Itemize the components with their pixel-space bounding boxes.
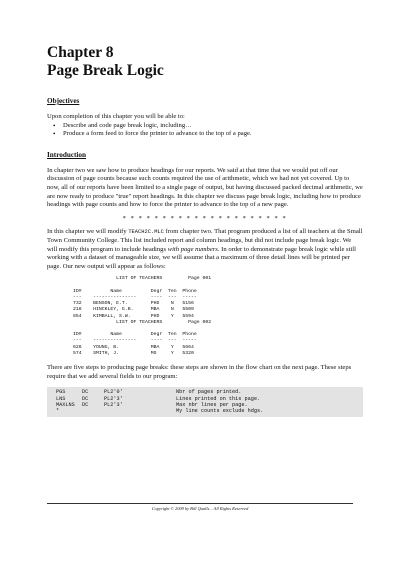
- code-op: DC: [82, 395, 89, 402]
- list-item: • Describe and code page break logic, including…: [63, 122, 363, 131]
- footer-divider: [47, 503, 353, 504]
- objectives-intro: Upon completion of this chapter you will be able to:: [47, 113, 185, 120]
- code-op: [82, 408, 104, 414]
- page-content: [47, 44, 363, 417]
- intro-paragraph-2: [47, 228, 363, 271]
- sample-report-output: [47, 276, 363, 357]
- report-line: 574 SMITH, J. MS Y 5320: [73, 350, 194, 356]
- intro-paragraph-1: In chapter two we saw how to produce headings for our reports. We said at that time that we would put off our discussion of page counts because such counts required the use of arithmetic, which we had not yet covered. Up to now, all of our reports have been limited to a single page of output, but having discussed packed decimal arithmetic, we are now ready to produce "true" report headings. In this chapter we discuss page break logic, including how to produce headings with page counts and how to force the printer to advance to the top of a new page.: [47, 166, 363, 209]
- code-comment: Lines printed on this page.: [176, 395, 261, 402]
- code-comment: My line counts exclude hdgs.: [176, 408, 264, 415]
- code-operand: PL2'0': [104, 389, 123, 396]
- code-comment: Max nbr lines per page.: [176, 401, 248, 408]
- code-label: *: [56, 408, 60, 415]
- code-label: LNS: [56, 395, 66, 402]
- report-line: 218 HINCKLEY, G.B. MBA N 5509: [73, 307, 194, 313]
- code-op: DC: [82, 389, 89, 396]
- report-line: --- --------------- ---- --- -----: [73, 338, 197, 344]
- objectives-heading: Objectives: [47, 97, 80, 105]
- copyright-footer: Copyright © 2009 by Bill Qualls – All Rights Reserved: [151, 506, 249, 511]
- report-line: ID# Name Degr Ten Phone: [73, 332, 197, 338]
- emphasis: with page numbers: [167, 245, 218, 253]
- code-op: DC: [82, 401, 89, 408]
- text-run: In this chapter we will modify: [47, 228, 129, 236]
- code-operand: [104, 408, 176, 414]
- text-run: . In order to demonstrate page break logic while still working with a dataset of manageable size, we will assume that a maximum of three detail lines will be printed per page. Our new output will appear as follows:: [47, 245, 356, 270]
- list-item: • Produce a form feed to force the printer to advance to the top of a page.: [63, 130, 363, 139]
- report-line: LIST OF TEACHERS Page 001: [73, 276, 212, 282]
- report-line: ID# Name Degr Ten Phone: [73, 288, 197, 294]
- intro-paragraph-3: There are five steps to producing page breaks: these steps are shown in the flow chart on the next page. These steps require that we add several fields to our program:: [47, 363, 352, 380]
- program-name: TEACH2C.MLC: [128, 229, 164, 236]
- report-line: 626 YOUNG, B. MBA Y 5664: [73, 344, 194, 350]
- report-line: --- --------------- ---- --- -----: [73, 294, 197, 300]
- report-line: 854 KIMBALL, S.W. PHD Y 5594: [73, 313, 194, 319]
- chapter-name: Page Break Logic: [47, 62, 164, 79]
- text-run: from chapter two. That program produced a list of all teachers at the Small Town Community College. This list included report and column headings, but did not include page break logic. We will modify this program to include headings: [47, 228, 363, 253]
- code-row: [56, 408, 363, 414]
- report-line: LIST OF TEACHERS Page 002: [73, 319, 212, 325]
- code-comment: Nbr of pages printed.: [176, 389, 242, 396]
- code-label: PGS: [56, 389, 66, 396]
- objectives-list: [47, 122, 363, 139]
- separator-stars: * * * * * * * * * * * * * * * * * * * * *: [122, 214, 288, 222]
- chapter-title: [47, 44, 363, 80]
- report-line: 732 BENSON, E.T. PHD N 5156: [73, 301, 194, 307]
- introduction-heading: Introduction: [47, 150, 87, 159]
- code-operand: PL2'3': [104, 395, 123, 402]
- chapter-number: Chapter 8: [47, 44, 114, 61]
- code-listing: [47, 387, 363, 417]
- code-operand: PL2'3': [104, 401, 123, 408]
- code-label: MAXLNS: [56, 401, 75, 408]
